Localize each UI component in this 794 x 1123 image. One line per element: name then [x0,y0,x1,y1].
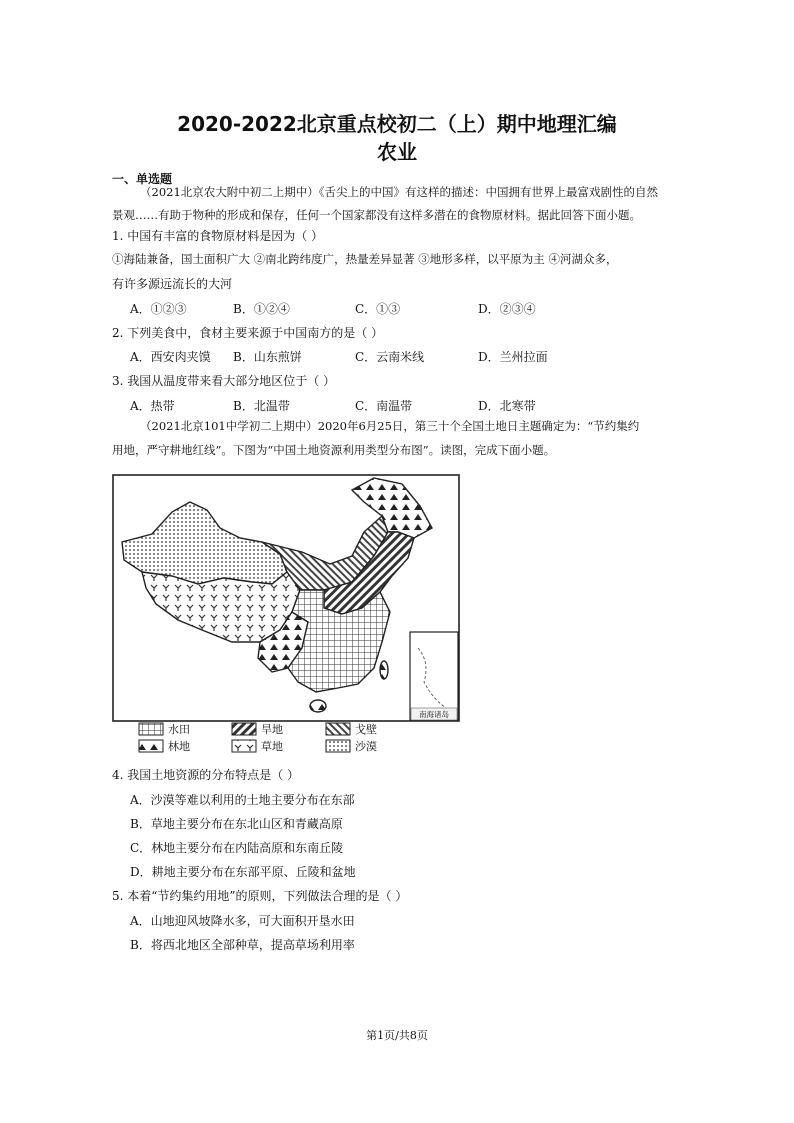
map-legend [139,722,377,753]
q5-option-a[interactable]: A．山地迎风坡降水多，可大面积开垦水田 [130,914,355,928]
section-heading: 一、单选题 [112,172,173,186]
land-use-map [112,472,464,762]
intro1-line2: 景观……有助于物种的形成和保存，任何一个国家都没有这样多潜在的食物原材料。据此回答下面小题。 [112,208,641,222]
q2-stem: 2. 下列美食中，食材主要来源于中国南方的是（ ） [112,326,384,340]
q3-option-b[interactable]: B．北温带 [233,399,290,413]
q3-option-d[interactable]: D．北寒带 [478,399,536,413]
q1-line2: 有许多源远流长的大河 [112,277,233,291]
legend-forest: 林地 [168,740,190,753]
legend-desert: 沙漠 [355,740,377,753]
legend-desert-swatch [326,740,350,752]
document-subtitle: 农业 [377,140,417,164]
q1-option-a[interactable]: A．①②③ [130,302,187,316]
legend-dryland: 旱地 [261,723,283,736]
document-title: 2020-2022北京重点校初二（上）期中地理汇编 [177,112,617,136]
q3-stem: 3. 我国从温度带来看大部分地区位于（ ） [112,374,336,388]
q4-option-b[interactable]: B．草地主要分布在东北山区和青藏高原 [130,817,343,831]
legend-paddy: 水田 [168,723,190,736]
q4-option-c[interactable]: C．林地主要分布在内陆高原和东南丘陵 [130,841,344,855]
q1-option-c[interactable]: C．①③ [355,302,401,316]
q1-line1: ①海陆兼备，国土面积广大 ②南北跨纬度广，热量差异显著 ③地形多样，以平原为主 ④河湖众多， [112,252,618,266]
south-china-sea-inset [410,632,458,720]
q1-option-b[interactable]: B．①②④ [233,302,290,316]
legend-paddy-swatch [139,723,163,735]
q1-stem: 1. 中国有丰富的食物原材料是因为（ ） [112,229,324,243]
q4-option-d[interactable]: D．耕地主要分布在东部平原、丘陵和盆地 [130,865,356,879]
page-footer: 第1页/共8页 [366,1029,428,1042]
q3-option-a[interactable]: A．热带 [130,399,175,413]
q2-option-c[interactable]: C．云南米线 [355,350,425,364]
intro2-line1: （2021北京101中学初二上期中）2020年6月25日，第三十个全国土地日主题确定为：“节约集约 [140,419,640,433]
legend-grass-swatch [232,740,256,752]
q2-option-b[interactable]: B．山东煎饼 [233,350,302,364]
legend-dryland-swatch [232,723,256,735]
q3-option-c[interactable]: C．南温带 [355,399,413,413]
q2-option-a[interactable]: A．西安肉夹馍 [130,350,211,364]
legend-forest-swatch [139,740,163,752]
q2-option-d[interactable]: D．兰州拉面 [478,350,548,364]
q5-option-b[interactable]: B．将西北地区全部种草，提高草场利用率 [130,938,355,952]
q1-option-d[interactable]: D．②③④ [478,302,536,316]
q4-option-a[interactable]: A．沙漠等难以利用的土地主要分布在东部 [130,793,355,807]
q5-stem: 5. 本着“节约集约用地”的原则，下列做法合理的是（ ） [112,889,408,903]
intro1-line1: （2021北京农大附中初二上期中）《舌尖上的中国》有这样的描述：中国拥有世界上最富戏剧性的自然 [140,185,659,199]
legend-gobi: 戈壁 [355,723,377,736]
legend-grass: 草地 [261,740,283,753]
inset-label: 南海诸岛 [419,710,449,719]
q4-stem: 4. 我国土地资源的分布特点是（ ） [112,768,300,782]
intro2-line2: 用地，严守耕地红线”。下图为“中国土地资源利用类型分布图”。读图，完成下面小题。 [112,443,556,457]
legend-gobi-swatch [326,723,350,735]
